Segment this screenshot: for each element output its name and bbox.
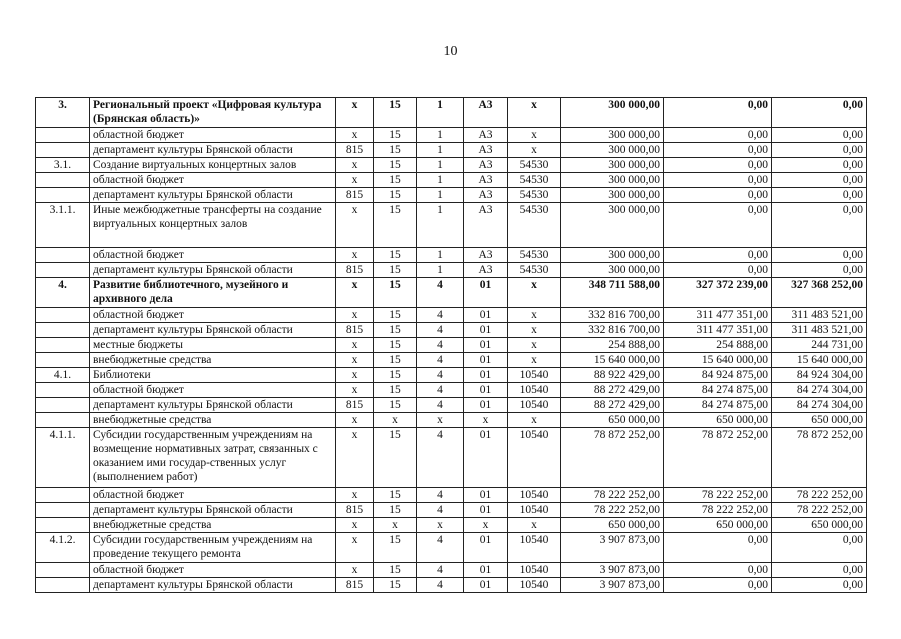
- code-ministry: х: [336, 308, 374, 323]
- amount-year-3: 0,00: [772, 188, 867, 203]
- code-subprogram: 4: [417, 323, 464, 338]
- code-direction: 54530: [508, 263, 561, 278]
- row-name: внебюджетные средства: [90, 518, 336, 533]
- table-row: [36, 248, 867, 263]
- code-program: 15: [374, 488, 417, 503]
- code-ministry: х: [336, 428, 374, 488]
- amount-year-3: 0,00: [772, 263, 867, 278]
- table-row: [36, 173, 867, 188]
- row-name: областной бюджет: [90, 173, 336, 188]
- code-ministry: х: [336, 248, 374, 263]
- code-program: 15: [374, 158, 417, 173]
- row-name: департамент культуры Брянской области: [90, 323, 336, 338]
- code-ministry: х: [336, 338, 374, 353]
- row-name: департамент культуры Брянской области: [90, 578, 336, 593]
- code-direction: 10540: [508, 398, 561, 413]
- code-direction: 54530: [508, 248, 561, 263]
- table-row: [36, 338, 867, 353]
- code-subprogram: 4: [417, 503, 464, 518]
- code-item: А3: [464, 128, 508, 143]
- table-row: [36, 308, 867, 323]
- code-direction: 54530: [508, 173, 561, 188]
- amount-year-3: 244 731,00: [772, 338, 867, 353]
- code-program: 15: [374, 353, 417, 368]
- code-subprogram: 4: [417, 398, 464, 413]
- row-name: областной бюджет: [90, 563, 336, 578]
- amount-year-3: 0,00: [772, 173, 867, 188]
- row-name: областной бюджет: [90, 308, 336, 323]
- amount-year-2: 0,00: [664, 263, 772, 278]
- amount-year-1: 300 000,00: [561, 248, 664, 263]
- table-row: [36, 128, 867, 143]
- row-number: [36, 128, 90, 143]
- code-item: 01: [464, 503, 508, 518]
- amount-year-2: 78 222 252,00: [664, 503, 772, 518]
- row-number: 3.1.: [36, 158, 90, 173]
- code-ministry: х: [336, 128, 374, 143]
- budget-table: [35, 97, 867, 593]
- code-program: 15: [374, 338, 417, 353]
- amount-year-2: 254 888,00: [664, 338, 772, 353]
- amount-year-3: 15 640 000,00: [772, 353, 867, 368]
- row-number: [36, 503, 90, 518]
- row-name: департамент культуры Брянской области: [90, 398, 336, 413]
- code-program: 15: [374, 173, 417, 188]
- code-item: 01: [464, 578, 508, 593]
- amount-year-3: 84 274 304,00: [772, 383, 867, 398]
- row-number: [36, 578, 90, 593]
- code-ministry: 815: [336, 263, 374, 278]
- code-subprogram: 4: [417, 563, 464, 578]
- row-number: [36, 173, 90, 188]
- code-program: х: [374, 413, 417, 428]
- code-item: 01: [464, 488, 508, 503]
- code-direction: х: [508, 308, 561, 323]
- code-program: 15: [374, 398, 417, 413]
- amount-year-1: 300 000,00: [561, 173, 664, 188]
- code-direction: 10540: [508, 383, 561, 398]
- amount-year-2: 15 640 000,00: [664, 353, 772, 368]
- row-number: [36, 563, 90, 578]
- code-ministry: х: [336, 488, 374, 503]
- amount-year-1: 332 816 700,00: [561, 323, 664, 338]
- amount-year-1: 3 907 873,00: [561, 533, 664, 563]
- amount-year-2: 0,00: [664, 173, 772, 188]
- table-row: [36, 578, 867, 593]
- code-subprogram: 1: [417, 158, 464, 173]
- table-row: [36, 323, 867, 338]
- code-subprogram: 4: [417, 308, 464, 323]
- amount-year-2: 650 000,00: [664, 413, 772, 428]
- code-program: 15: [374, 578, 417, 593]
- table-row: [36, 413, 867, 428]
- code-item: А3: [464, 263, 508, 278]
- row-number: 3.: [36, 98, 90, 128]
- amount-year-2: 0,00: [664, 533, 772, 563]
- table-row: [36, 188, 867, 203]
- amount-year-3: 84 924 304,00: [772, 368, 867, 383]
- amount-year-3: 0,00: [772, 128, 867, 143]
- code-direction: 10540: [508, 563, 561, 578]
- row-number: [36, 248, 90, 263]
- code-item: 01: [464, 398, 508, 413]
- amount-year-1: 348 711 588,00: [561, 278, 664, 308]
- table-row: [36, 368, 867, 383]
- code-item: 01: [464, 533, 508, 563]
- amount-year-2: 0,00: [664, 188, 772, 203]
- table-body: [36, 98, 867, 593]
- code-ministry: х: [336, 563, 374, 578]
- code-program: 15: [374, 203, 417, 248]
- row-number: 4.: [36, 278, 90, 308]
- amount-year-2: 84 924 875,00: [664, 368, 772, 383]
- code-program: 15: [374, 533, 417, 563]
- amount-year-1: 78 222 252,00: [561, 488, 664, 503]
- amount-year-3: 311 483 521,00: [772, 323, 867, 338]
- amount-year-3: 0,00: [772, 143, 867, 158]
- amount-year-2: 650 000,00: [664, 518, 772, 533]
- amount-year-2: 327 372 239,00: [664, 278, 772, 308]
- amount-year-1: 88 272 429,00: [561, 398, 664, 413]
- code-ministry: 815: [336, 188, 374, 203]
- row-number: [36, 188, 90, 203]
- code-item: 01: [464, 308, 508, 323]
- code-program: 15: [374, 428, 417, 488]
- row-number: 4.1.: [36, 368, 90, 383]
- code-subprogram: 1: [417, 188, 464, 203]
- amount-year-1: 78 222 252,00: [561, 503, 664, 518]
- code-ministry: х: [336, 368, 374, 383]
- row-name: областной бюджет: [90, 383, 336, 398]
- code-subprogram: 1: [417, 248, 464, 263]
- code-subprogram: х: [417, 413, 464, 428]
- row-name: департамент культуры Брянской области: [90, 188, 336, 203]
- row-name: внебюджетные средства: [90, 353, 336, 368]
- row-number: [36, 323, 90, 338]
- code-ministry: 815: [336, 143, 374, 158]
- amount-year-1: 332 816 700,00: [561, 308, 664, 323]
- row-number: 4.1.1.: [36, 428, 90, 488]
- amount-year-3: 0,00: [772, 203, 867, 248]
- page-number: 10: [443, 44, 458, 59]
- code-program: 15: [374, 503, 417, 518]
- row-name: департамент культуры Брянской области: [90, 263, 336, 278]
- amount-year-1: 15 640 000,00: [561, 353, 664, 368]
- code-direction: х: [508, 143, 561, 158]
- amount-year-3: 78 222 252,00: [772, 488, 867, 503]
- code-direction: 10540: [508, 488, 561, 503]
- row-number: 3.1.1.: [36, 203, 90, 248]
- code-subprogram: х: [417, 518, 464, 533]
- amount-year-1: 300 000,00: [561, 158, 664, 173]
- code-direction: 10540: [508, 503, 561, 518]
- code-subprogram: 4: [417, 278, 464, 308]
- amount-year-1: 650 000,00: [561, 413, 664, 428]
- code-subprogram: 4: [417, 353, 464, 368]
- code-ministry: х: [336, 203, 374, 248]
- code-subprogram: 1: [417, 263, 464, 278]
- code-direction: х: [508, 413, 561, 428]
- code-ministry: х: [336, 533, 374, 563]
- table-row: [36, 98, 867, 128]
- amount-year-3: 78 222 252,00: [772, 503, 867, 518]
- amount-year-3: 0,00: [772, 533, 867, 563]
- amount-year-3: 78 872 252,00: [772, 428, 867, 488]
- code-item: 01: [464, 563, 508, 578]
- code-direction: х: [508, 518, 561, 533]
- amount-year-2: 0,00: [664, 578, 772, 593]
- row-name: внебюджетные средства: [90, 413, 336, 428]
- code-subprogram: 4: [417, 383, 464, 398]
- code-direction: 54530: [508, 203, 561, 248]
- table-row: [36, 353, 867, 368]
- code-ministry: х: [336, 353, 374, 368]
- code-program: 15: [374, 383, 417, 398]
- code-direction: х: [508, 98, 561, 128]
- code-item: 01: [464, 383, 508, 398]
- amount-year-1: 78 872 252,00: [561, 428, 664, 488]
- row-number: [36, 413, 90, 428]
- row-number: [36, 518, 90, 533]
- amount-year-1: 254 888,00: [561, 338, 664, 353]
- row-name: департамент культуры Брянской области: [90, 503, 336, 518]
- amount-year-2: 84 274 875,00: [664, 398, 772, 413]
- row-name: областной бюджет: [90, 248, 336, 263]
- amount-year-2: 0,00: [664, 128, 772, 143]
- amount-year-3: 0,00: [772, 158, 867, 173]
- code-program: 15: [374, 368, 417, 383]
- code-subprogram: 1: [417, 143, 464, 158]
- row-name: Иные межбюджетные трансферты на создание виртуальных концертных залов: [90, 203, 336, 248]
- row-name: Библиотеки: [90, 368, 336, 383]
- code-direction: 54530: [508, 188, 561, 203]
- amount-year-2: 0,00: [664, 563, 772, 578]
- code-item: А3: [464, 98, 508, 128]
- amount-year-3: 0,00: [772, 578, 867, 593]
- code-program: 15: [374, 128, 417, 143]
- row-number: [36, 308, 90, 323]
- code-program: 15: [374, 143, 417, 158]
- code-subprogram: 4: [417, 533, 464, 563]
- amount-year-1: 300 000,00: [561, 143, 664, 158]
- code-direction: 10540: [508, 533, 561, 563]
- row-number: [36, 488, 90, 503]
- row-name: областной бюджет: [90, 128, 336, 143]
- code-program: 15: [374, 563, 417, 578]
- code-ministry: х: [336, 383, 374, 398]
- code-ministry: х: [336, 518, 374, 533]
- code-ministry: х: [336, 413, 374, 428]
- amount-year-2: 78 222 252,00: [664, 488, 772, 503]
- code-item: А3: [464, 158, 508, 173]
- amount-year-1: 650 000,00: [561, 518, 664, 533]
- amount-year-1: 300 000,00: [561, 98, 664, 128]
- code-item: х: [464, 413, 508, 428]
- amount-year-3: 0,00: [772, 563, 867, 578]
- code-item: 01: [464, 278, 508, 308]
- amount-year-2: 78 872 252,00: [664, 428, 772, 488]
- table-row: [36, 383, 867, 398]
- code-program: 15: [374, 98, 417, 128]
- row-name: департамент культуры Брянской области: [90, 143, 336, 158]
- code-item: А3: [464, 188, 508, 203]
- code-subprogram: 4: [417, 428, 464, 488]
- code-program: 15: [374, 278, 417, 308]
- amount-year-1: 300 000,00: [561, 128, 664, 143]
- code-subprogram: 4: [417, 338, 464, 353]
- code-item: А3: [464, 173, 508, 188]
- code-ministry: х: [336, 98, 374, 128]
- amount-year-2: 0,00: [664, 98, 772, 128]
- code-ministry: 815: [336, 503, 374, 518]
- code-program: 15: [374, 263, 417, 278]
- amount-year-3: 0,00: [772, 248, 867, 263]
- code-subprogram: 4: [417, 578, 464, 593]
- code-item: 01: [464, 353, 508, 368]
- code-item: А3: [464, 248, 508, 263]
- code-item: А3: [464, 143, 508, 158]
- code-direction: х: [508, 323, 561, 338]
- amount-year-1: 3 907 873,00: [561, 578, 664, 593]
- amount-year-2: 0,00: [664, 158, 772, 173]
- code-direction: 10540: [508, 368, 561, 383]
- table-row: [36, 503, 867, 518]
- code-ministry: х: [336, 173, 374, 188]
- amount-year-3: 84 274 304,00: [772, 398, 867, 413]
- code-program: 15: [374, 188, 417, 203]
- row-name: Субсидии государственным учреждениям на возмещение нормативных затрат, связанных с оказанием ими государ-ственных услуг (выполнением работ): [90, 428, 336, 488]
- amount-year-1: 300 000,00: [561, 263, 664, 278]
- code-direction: х: [508, 353, 561, 368]
- amount-year-1: 88 922 429,00: [561, 368, 664, 383]
- row-number: [36, 398, 90, 413]
- row-number: [36, 143, 90, 158]
- code-item: 01: [464, 338, 508, 353]
- table-row: [36, 263, 867, 278]
- code-item: А3: [464, 203, 508, 248]
- code-program: 15: [374, 248, 417, 263]
- code-ministry: х: [336, 278, 374, 308]
- row-number: [36, 338, 90, 353]
- table-row: [36, 278, 867, 308]
- row-number: [36, 383, 90, 398]
- code-ministry: 815: [336, 323, 374, 338]
- code-ministry: 815: [336, 578, 374, 593]
- amount-year-3: 0,00: [772, 98, 867, 128]
- code-program: 15: [374, 323, 417, 338]
- row-name: Региональный проект «Цифровая культура (Брянская область)»: [90, 98, 336, 128]
- row-name: местные бюджеты: [90, 338, 336, 353]
- table-row: [36, 533, 867, 563]
- row-name: Субсидии государственным учреждениям на проведение текущего ремонта: [90, 533, 336, 563]
- amount-year-2: 0,00: [664, 143, 772, 158]
- amount-year-3: 650 000,00: [772, 413, 867, 428]
- table-row: [36, 518, 867, 533]
- amount-year-2: 0,00: [664, 248, 772, 263]
- table-row: [36, 158, 867, 173]
- code-direction: х: [508, 128, 561, 143]
- row-number: 4.1.2.: [36, 533, 90, 563]
- amount-year-3: 650 000,00: [772, 518, 867, 533]
- code-subprogram: 1: [417, 203, 464, 248]
- code-direction: х: [508, 338, 561, 353]
- amount-year-3: 311 483 521,00: [772, 308, 867, 323]
- code-direction: 54530: [508, 158, 561, 173]
- row-name: Развитие библиотечного, музейного и архивного дела: [90, 278, 336, 308]
- table-row: [36, 488, 867, 503]
- amount-year-3: 327 368 252,00: [772, 278, 867, 308]
- code-item: 01: [464, 323, 508, 338]
- code-subprogram: 1: [417, 128, 464, 143]
- code-program: х: [374, 518, 417, 533]
- row-number: [36, 263, 90, 278]
- row-number: [36, 353, 90, 368]
- amount-year-2: 311 477 351,00: [664, 308, 772, 323]
- code-ministry: х: [336, 158, 374, 173]
- code-item: 01: [464, 368, 508, 383]
- table-row: [36, 398, 867, 413]
- table-row: [36, 203, 867, 248]
- code-subprogram: 4: [417, 488, 464, 503]
- table-row: [36, 143, 867, 158]
- amount-year-1: 3 907 873,00: [561, 563, 664, 578]
- code-ministry: 815: [336, 398, 374, 413]
- table-row: [36, 563, 867, 578]
- amount-year-2: 311 477 351,00: [664, 323, 772, 338]
- code-direction: х: [508, 278, 561, 308]
- row-name: Создание виртуальных концертных залов: [90, 158, 336, 173]
- amount-year-1: 300 000,00: [561, 188, 664, 203]
- row-name: областной бюджет: [90, 488, 336, 503]
- code-program: 15: [374, 308, 417, 323]
- code-subprogram: 1: [417, 98, 464, 128]
- code-item: 01: [464, 428, 508, 488]
- amount-year-2: 84 274 875,00: [664, 383, 772, 398]
- code-direction: 10540: [508, 428, 561, 488]
- amount-year-1: 300 000,00: [561, 203, 664, 248]
- amount-year-2: 0,00: [664, 203, 772, 248]
- code-subprogram: 4: [417, 368, 464, 383]
- code-direction: 10540: [508, 578, 561, 593]
- code-subprogram: 1: [417, 173, 464, 188]
- table-row: [36, 428, 867, 488]
- amount-year-1: 88 272 429,00: [561, 383, 664, 398]
- code-item: х: [464, 518, 508, 533]
